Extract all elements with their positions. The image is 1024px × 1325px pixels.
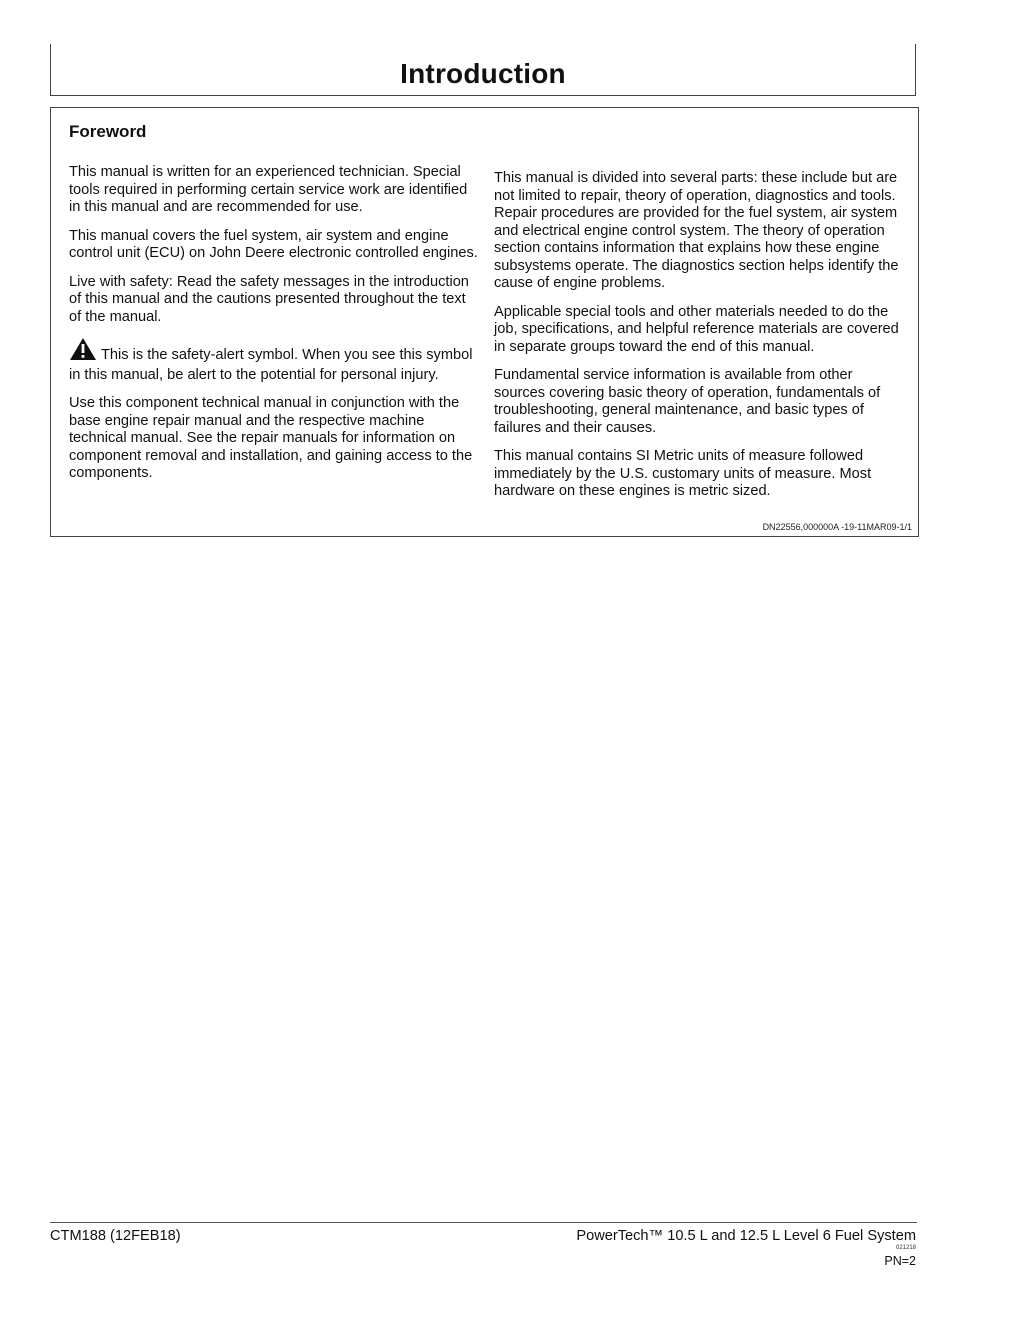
foreword-box: [50, 107, 919, 537]
page-number: PN=2: [884, 1254, 916, 1268]
section-title: Foreword: [69, 122, 147, 141]
paragraph: Live with safety: Read the safety messages in the introduction of this manual and the cautions presented throughout the text of the manual.: [69, 273, 469, 325]
paragraph: Applicable special tools and other materials needed to do the job, specifications, and helpful reference materials are covered in separate groups toward the end of this manual.: [494, 303, 899, 355]
safety-alert-paragraph: [69, 337, 481, 384]
paragraph: This manual is divided into several parts: these include but are not limited to repair, theory of operation, diagnostics and tools. Repair procedures are provided for the fuel system, air system and electrical engine control system. The theory of operation section contains information that explains how these engine subsystems operate. The diagnostics section helps identify the cause of engine problems.: [494, 170, 899, 291]
safety-alert-text: This is the safety-alert symbol. When you see this symbol in this manual, be alert to the potential for personal injury.: [69, 347, 473, 383]
paragraph: This manual is written for an experienced technician. Special tools required in performing certain service work are identified in this manual and are recommended for use.: [69, 164, 468, 215]
safety-alert-icon: [69, 337, 97, 367]
manual-code: CTM188 (12FEB18): [50, 1228, 181, 1244]
small-code: 021218: [895, 1245, 916, 1251]
page-header: [50, 44, 916, 96]
document-id: DN22556,000000A -19-11MAR09-1/1: [762, 522, 912, 532]
footer-divider: [50, 1222, 917, 1223]
paragraph: This manual contains SI Metric units of measure followed immediately by the U.S. customary units of measure. Most hardware on these engines is metric sized.: [494, 448, 872, 499]
paragraph: This manual covers the fuel system, air system and engine control unit (ECU) on John Deere electronic controlled engines.: [69, 227, 478, 261]
right-column: [494, 170, 906, 512]
paragraph: Use this component technical manual in conjunction with the base engine repair manual and the respective machine technical manual. See the repair manuals for information on component removal and installation, and gaining access to the components.: [69, 395, 473, 481]
left-column: [69, 164, 481, 494]
paragraph: Fundamental service information is available from other sources covering basic theory of operation, fundamentals of troubleshooting, general maintenance, and basic types of failures and their causes.: [494, 367, 881, 436]
page-title: Introduction: [400, 58, 566, 89]
product-title: PowerTech™ 10.5 L and 12.5 L Level 6 Fuel System: [576, 1228, 916, 1244]
